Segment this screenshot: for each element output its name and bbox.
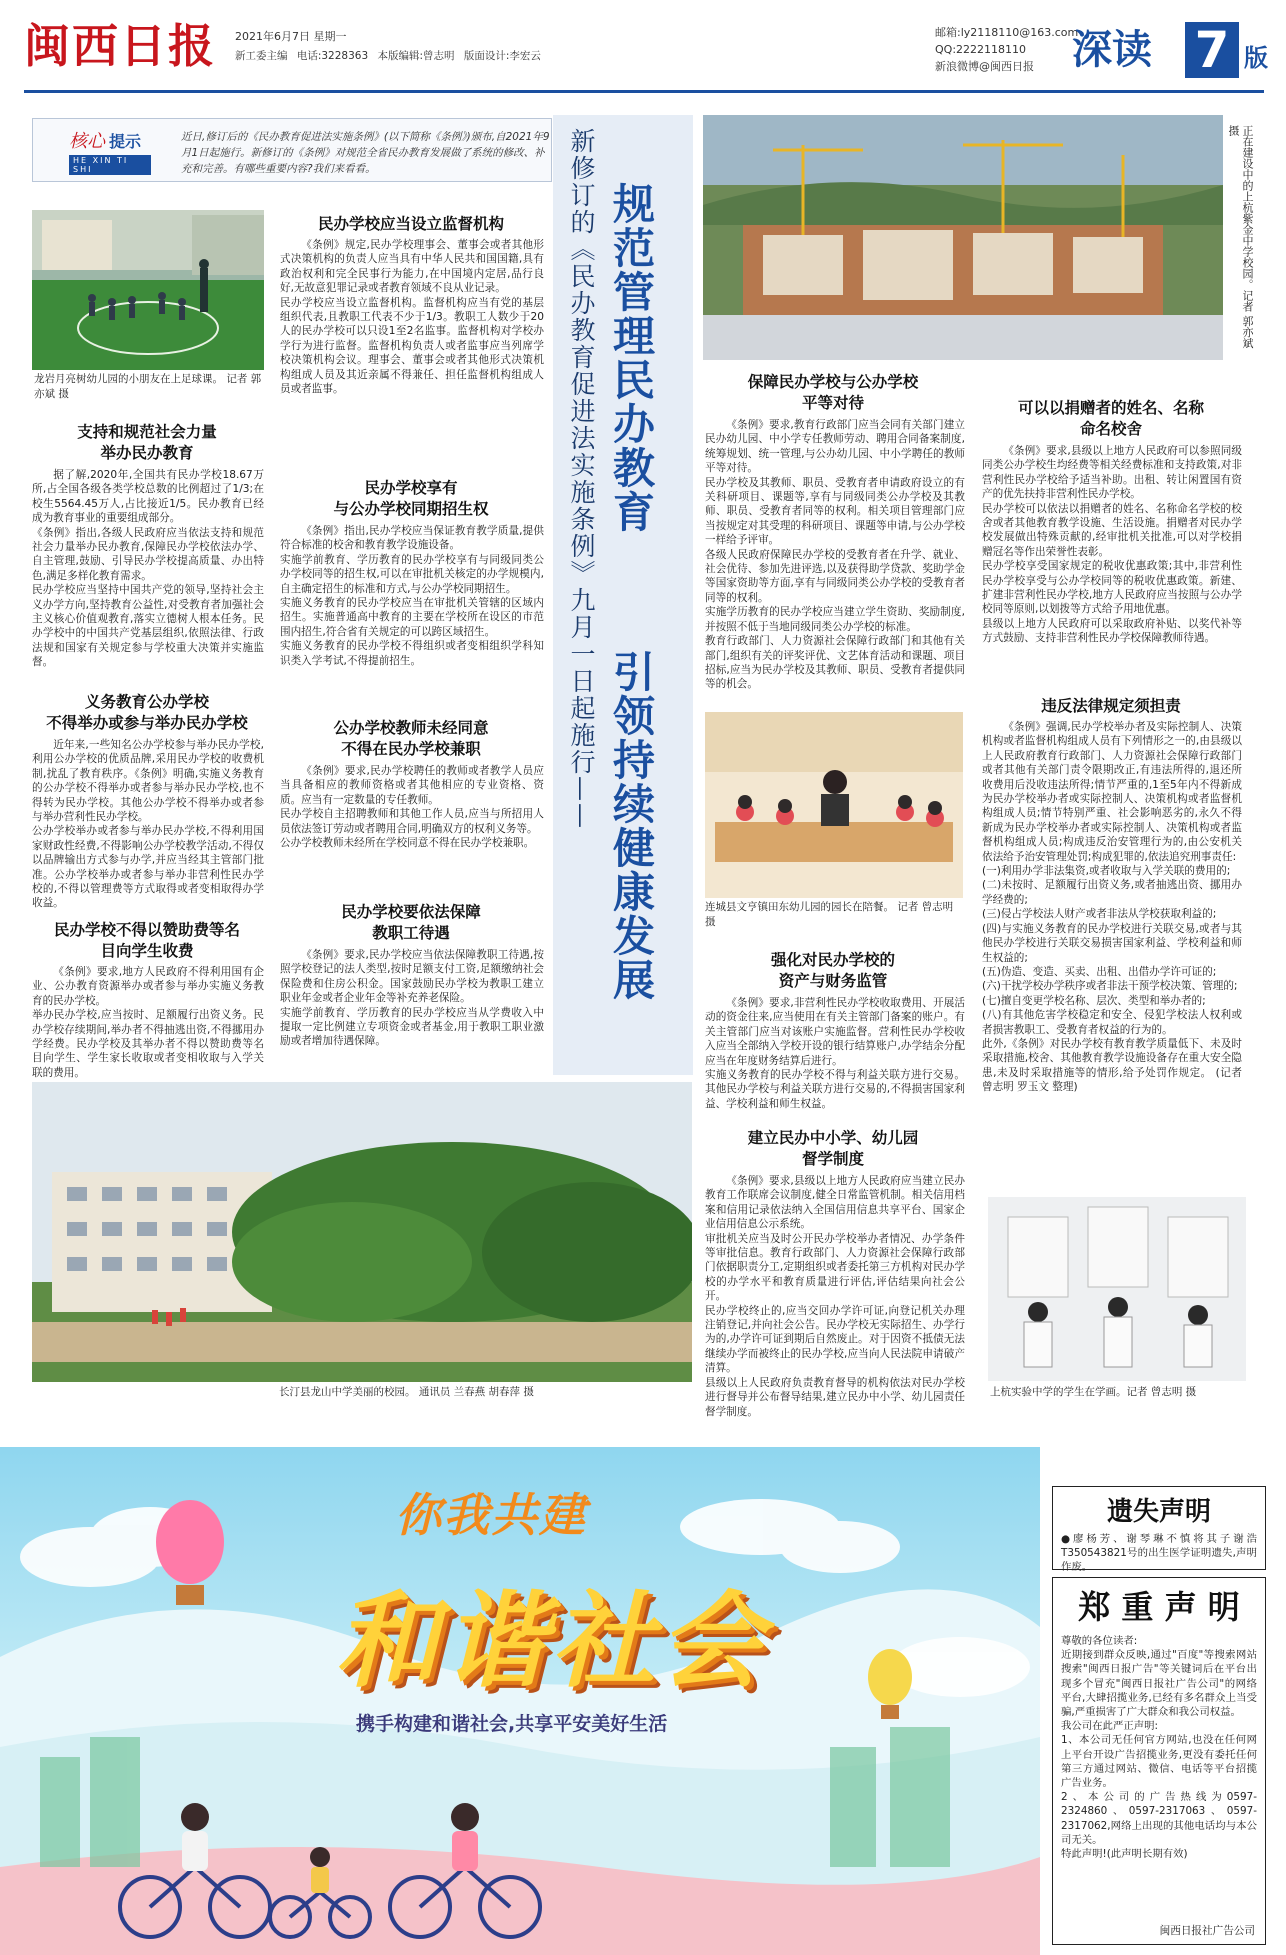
article-body-staff-benefits: 《条例》要求,民办学校应当依法保障教职工待遇,按照学校登记的法人类型,按时足额支付工资,足额缴纳社会保险费和住房公积金。国家鼓励民办学校为教职工建立职业年金或者企业年金等补充养老保险。 实施学前教育、学历教育的民办学校应当从学费收入中提取一定比例建立专项资金或者基金,用于教职工职业激励或者增加待遇保障。 xyxy=(280,949,544,1048)
photo-kindergarten-football xyxy=(32,210,264,370)
caption-kindergarten-director: 连城县文亨镇田东幼儿园的园长在陪餐。 记者 曾志明 摄 xyxy=(705,901,954,928)
tip-badge xyxy=(69,127,165,173)
article-title-social-forces: 支持和规范社会力量 举办民办教育 xyxy=(77,423,217,462)
article-title-public-schools: 义务教育公办学校 不得举办或参与举办民办学校 xyxy=(46,693,248,732)
article-body-sponsorship-fees: 《条例》要求,地方人民政府不得利用国有企业、公办教育资源举办或者参与举办实施义务教育的民办学校。 举办民办学校,应当按时、足额履行出资义务。民办学校存续期间,举办者不得抽逃出资,不得挪用办学经费。民办学校及其举办者不得以赞助费等名目向学生、学生家长收取或者变相收取与入学关联的费用。 xyxy=(32,966,264,1079)
headline-subtitle: 新修订的《民办教育促进法实施条例》九月一日起施行—— xyxy=(567,128,596,830)
harmony-ad-banner xyxy=(0,1447,1040,1955)
article-body-enrollment-rights: 《条例》指出,民办学校应当保证教育教学质量,提供符合标准的校舍和教育教学设施设备。 实施学前教育、学历教育的民办学校享有与同级同类公办学校同等的招生权,可以在审批机关核定的办学规模内,自主确定招生的标准和方式,与公办学校同期招生。 实施义务教育的民办学校应当在审批机关管辖的区域内招生。实施普通高中教育的主要在学校所在设区的市范围内招生,符合省有关规定的可以跨区域招生。 实施义务教育的民办学校不得组织或者变相组织学科知识类入学考试,不得提前招生。 xyxy=(280,525,544,667)
lost-notice xyxy=(1052,1486,1266,1574)
key-tip-box xyxy=(32,118,552,182)
ad-slogan: 携手构建和谐社会,共享平安美好生活 xyxy=(356,1713,668,1735)
article-body-asset-supervision: 《条例》要求,非营利性民办学校收取费用、开展活动的资金往来,应当使用在有关主管部门备案的账户。有关主管部门应当对该账户实施监督。营利性民办学校收入应当全部纳入学校开设的银行结算账户,办学结余分配应当在年度财务结算后进行。 实施义务教育的民办学校不得与利益关联方进行交易。其他民办学校与利益关联方进行交易的,不得损害国家利益、学校利益和师生权益。 xyxy=(705,997,965,1110)
article-body-inspector-system: 《条例》要求,县级以上地方人民政府应当建立民办教育工作联席会议制度,健全日常监管机制。相关信用档案和信用记录依法纳入全国信用信息共享平台、国家企业信用信息公示系统。 审批机关应当及时公开民办学校举办者情况、办学条件等审批信息。教育行政部门、人力资源社会保障行政部门依据职责分工,定期组织或者委托第三方机构对民办学校的办学水平和教育质量进行评估,评估结果向社会公开。 民办学校终止的,应当交回办学许可证,向登记机关办理注销登记,并向社会公告。民办学校无实际招生、办学行为的,办学许可证到期后自然废止。对于因资不抵债无法继续办学而被终止的民办学校,应当向人民法院申请破产清算。 县级以上人民政府负责教育督导的机构依法对民办学校进行督导并公布督导结果,建立民办中小学、幼儿园责任督学制度。 xyxy=(705,1175,965,1418)
photo-kindergarten-director xyxy=(705,712,963,898)
issue-date: 2021年6月7日 星期一 xyxy=(235,30,347,43)
ad-headline-line2: 和谐社会 xyxy=(335,1580,768,1702)
newspaper-logo: 闽西日报 xyxy=(24,19,216,73)
tip-badge-en: HE XIN TI SHI xyxy=(69,155,151,175)
lost-notice-body: ●廖杨芳、谢琴琳不慎将其子谢浩T350543821号的出生医学证明遗失,声明作废。 xyxy=(1061,1533,1257,1574)
editorial-staff: 新工委主编 电话:3228363 本版编辑:曾志明 版面设计:李宏云 xyxy=(235,50,541,62)
ad-headline-line1: 你我共建 xyxy=(395,1488,587,1542)
solemn-notice-title: 郑 重 声 明 xyxy=(1078,1588,1240,1626)
article-body-public-schools: 近年来,一些知名公办学校参与举办民办学校,利用公办学校的优质品牌,采用民办学校的收费机制,扰乱了教育秩序。《条例》明确,实施义务教育的公办学校不得举办或者参与举办民办学校,也不得转为民办学校。其他公办学校不得举办或者参与举办营利性民办学校。 公办学校举办或者参与举办民办学校,不得利用国家财政性经费,不得影响公办学校教学活动,不得仅以品牌输出方式参与办学,并应当经其主管部门批准。公办学校举办或者参与举办非营利性民办学校的,不得以管理费等方式取得或者变相取得办学收益。 xyxy=(32,739,264,910)
caption-construction: 正在建设中的上杭紫金中学校园。记者 郭亦斌 摄 xyxy=(1227,125,1254,349)
article-body-donor-naming: 《条例》要求,县级以上地方人民政府可以参照同级同类公办学校生均经费等相关经费标准和支持政策,对非营利性民办学校给予适当补助。出租、转让闲置国有资产的优先扶持非营利性民办学校。 民办学校可以依法以捐赠者的姓名、名称命名学校的校舍或者其他教育教学设施、生活设施。捐赠者对民办学校发展做出特殊贡献的,经审批机关批准,可以对学校捐赠冠名等作出荣誉性表彰。 民办学校享受国家规定的税收优惠政策;其中,非营利性民办学校享受与公办学校同等的税收优惠政策。新建、扩建非营利性民办学校,地方人民政府应当按照与公办学校同等原则,以划拨等方式给予用地优惠。 县级以上地方人民政府可以采取政府补贴、以奖代补等方式鼓励、支持非营利性民办学校保障教师待遇。 xyxy=(982,445,1242,645)
article-title-asset-supervision: 强化对民办学校的 资产与财务监管 xyxy=(770,951,895,990)
headline-main-part1: 规范管理民办教育 xyxy=(607,182,656,534)
contact-email: 邮箱:ly2118110@163.com xyxy=(935,26,1079,39)
caption-campus: 长汀县龙山中学美丽的校园。 通讯员 兰春燕 胡春萍 摄 xyxy=(275,1385,690,1400)
article-title-inspector-system: 建立民办中小学、幼儿园 督学制度 xyxy=(747,1129,919,1168)
article-title-donor-naming: 可以以捐赠者的姓名、名称 命名校舍 xyxy=(1017,399,1204,438)
article-title-staff-benefits: 民办学校要依法保障 教职工待遇 xyxy=(341,903,481,942)
caption-kindergarten: 龙岩月亮树幼儿园的小朋友在上足球课。 记者 郭亦斌 摄 xyxy=(34,373,262,400)
lost-notice-title: 遗失声明 xyxy=(1106,1497,1211,1527)
article-title-teacher-parttime: 公办学校教师未经同意 不得在民办学校兼职 xyxy=(333,719,489,758)
article-body-teacher-parttime: 《条例》要求,民办学校聘任的教师或者教学人员应当具备相应的教师资格或者其他相应的专业资格、资质。应当有一定数量的专任教师。 民办学校自主招聘教师和其他工作人员,应当与所招用人员依法签订劳动或者聘用合同,明确双方的权利义务等。 公办学校教师未经所在学校同意不得在民办学校兼职。 xyxy=(280,765,544,850)
article-title-equal-treatment: 保障民办学校与公办学校 平等对待 xyxy=(747,373,919,412)
tip-badge-cn2: 提示 xyxy=(109,132,142,151)
tip-text: 近日,修订后的《民办教育促进法实施条例》(以下简称《条例》)颁布,自2021年9月1日起施行。新修订的《条例》对规范全省民办教育发展做了系统的修改、补充和完善。有哪些重要内容?我们来看看。 xyxy=(181,131,550,175)
article-title-supervisory-body: 民办学校应当设立监督机构 xyxy=(317,215,504,233)
section-name: 深读 xyxy=(1072,26,1152,73)
solemn-notice-signature: 闽西日报社广告公司 xyxy=(1159,1925,1255,1937)
page-number: 7 xyxy=(1185,22,1239,78)
article-body-equal-treatment: 《条例》要求,教育行政部门应当会同有关部门建立民办幼儿园、中小学专任教师劳动、聘用合同备案制度,统筹规划、统一管理,与公办幼儿园、中小学聘任的教师平等对待。 民办学校及其教师、职员、受教育者申请政府设立的有关科研项目、课题等,享有与同级同类公办学校及其教师、职员、受教育者同等的权利。相关项目管理部门应当按规定对其受理的科研项目、课题等申请,与公办学校一样给予评审。 各级人民政府保障民办学校的受教育者在升学、就业、社会优待、参加先进评选,以及获得助学贷款、奖助学金等国家资助等方面,享有与同级同类公办学校的受教育者同等的权利。 实施学历教育的民办学校应当建立学生资助、奖励制度,并按照不低于当地同级同类公办学校的标准。 教育行政部门、人力资源社会保障行政部门和其他有关部门,组织有关的评奖评优、文艺体育活动和课题、项目招标,应当为民办学校及其教师、职员、受教育者提供同等的机会。 xyxy=(705,419,965,691)
article-body-supervisory-body: 《条例》规定,民办学校理事会、董事会或者其他形式决策机构的负责人应当具有中华人民共和国国籍,具有政治权利和完全民事行为能力,在中国境内定居,品行良好,无故意犯罪记录或者教育领域不良从业记录。 民办学校应当设立监督机构。监督机构应当有党的基层组织代表,且教职工代表不少于1/3。教职工人数少于20人的民办学校可以只设1至2名监事。监督机构对学校办学行为进行监督。监督机构负责人或者监事应当列席学校决策机构会议。理事会、董事会或者其他形式决策机构组成人员及其近亲属不得兼任、担任监督机构组成人员或者监事。 xyxy=(280,239,544,396)
page-suffix: 版 xyxy=(1244,44,1268,72)
masthead-rule xyxy=(24,90,1264,93)
article-title-legal-liability: 违反法律规定须担责 xyxy=(1041,697,1181,715)
solemn-notice xyxy=(1052,1577,1266,1945)
article-title-enrollment-rights: 民办学校享有 与公办学校同期招生权 xyxy=(333,479,489,518)
contact-weibo: 新浪微博@闽西日报 xyxy=(935,60,1034,73)
photo-campus xyxy=(32,1082,692,1382)
contact-qq: QQ:2222118110 xyxy=(935,43,1027,56)
article-title-sponsorship-fees: 民办学校不得以赞助费等名 目向学生收费 xyxy=(53,921,240,960)
solemn-notice-body: 尊敬的各位读者: 近期接到群众反映,通过"百度"等搜索网站搜索"闽西日报广告"等关键词后在平台出现多个冒充"闽西日报社广告公司"的网络平台,大肆招揽业务,已经有多名群众上当受骗,严重损害了广大群众和我公司权益。 我公司在此严正声明: 1、本公司无任何官方网站,也没在任何网上平台开设广告招揽业务,更没有委托任何第三方通过网站、微信、电话等平台招揽广告业务。 2、本公司的广告热线为0597-2324860、0597-2317063、0597-2317062,网络上出现的其他电话均与本公司无关。 特此声明!(此声明长期有效) xyxy=(1061,1635,1257,1861)
contact-info xyxy=(935,24,1078,75)
tip-badge-cn1: 核心 xyxy=(69,131,105,152)
article-body-legal-liability: 《条例》强调,民办学校举办者及实际控制人、决策机构或者监督机构组成人员有下列情形之一的,由县级以上人民政府教育行政部门、人力资源社会保障行政部门或者其他有关部门责令限期改正,有违法所得的,退还所收费用后没收违法所得;情节严重的,1至5年内不得新成为民办学校举办者或实际控制人、决策机构或者监督机构组成人员;情节特别严重、社会影响恶劣的,永久不得新成为民办学校举办者或实际控制人、决策机构或者监督机构组成人员;构成违反治安管理行为的,由公安机关依法给予治安管理处罚;构成犯罪的,依法追究刑事责任: (一)利用办学非法集资,或者收取与入学关联的费用的; (二)未按时、足额履行出资义务,或者抽逃出资、挪用办学经费的; (三)侵占学校法人财产或者非法从学校获取利益的; (四)与实施义务教育的民办学校进行关联交易,或者与其他民办学校进行关联交易损害国家利益、学校利益和师生权益的; (五)伪造、变造、买卖、出租、出借办学许可证的; (六)干扰学校办学秩序或者非法干预学校决策、管理的; (七)擅自变更学校名称、层次、类型和举办者的; (八)有其他危害学校稳定和安全、侵犯学校法人权利或者损害教职工、受教育者权益的行为的。 此外,《条例》对民办学校有教育教学质量低下、未及时采取措施,校舍、其他教育教学设施设备存在重大安全隐患,未及时采取措施等的情形,给予处罚作规定。 (记者 曾志明 罗玉文 整理) xyxy=(982,721,1242,1094)
headline-main-part2: 引领持续健康发展 xyxy=(607,650,656,1002)
caption-art-class: 上杭实验中学的学生在学画。记者 曾志明 摄 xyxy=(990,1386,1197,1398)
photo-art-class xyxy=(988,1197,1246,1381)
masthead xyxy=(0,0,1286,95)
photo-construction xyxy=(703,115,1223,360)
article-body-social-forces: 据了解,2020年,全国共有民办学校18.67万所,占全国各级各类学校总数的比例超过了1/3;在校生5564.45万人,占比接近1/5。民办教育已经成为教育事业的重要组成部分。 《条例》指出,各级人民政府应当依法支持和规范社会力量举办民办教育,保障民办学校依法办学、自主管理,鼓励、引导民办学校提高质量、办出特色,满足多样化教育需求。 民办学校应当坚持中国共产党的领导,坚持社会主义办学方向,坚持教育公益性,对受教育者加强社会主义核心价值观教育,落实立德树人根本任务。民办学校中的中国共产党基层组织,依照法律、行政法规和国家有关规定参与学校重大决策并实施监督。 xyxy=(32,469,264,669)
